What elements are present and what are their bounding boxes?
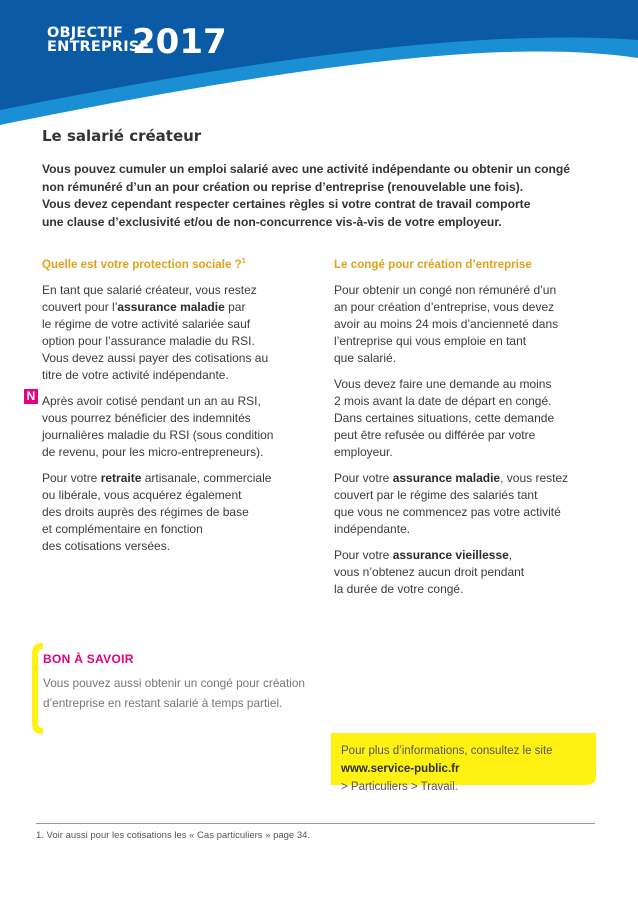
brand-line2: ENTREPRISE [47, 39, 150, 55]
left-paragraph-1 [42, 282, 297, 384]
tip-text: Vous pouvez aussi obtenir un congé pour création d’entreprise en restant salarié à temps partiel. [43, 676, 305, 710]
text-line: le régime de votre activité salariée sauf [42, 317, 251, 331]
text-line: la durée de votre congé. [334, 582, 464, 596]
text-span: artisanale, commerciale [141, 471, 272, 485]
footnote: 1. Voir aussi pour les cotisations les « Cas particuliers » page 34. [36, 830, 311, 841]
website-link[interactable]: www.service-public.fr [341, 763, 460, 775]
right-paragraph-2 [334, 376, 596, 461]
text-span: Pour votre [334, 548, 393, 562]
intro-line: non rémunéré d’un an pour création ou reprise d’entreprise (renouvelable une fois). [42, 179, 524, 194]
intro-paragraph [42, 161, 602, 231]
text-span: Pour votre [334, 471, 393, 485]
brand-logo [47, 22, 227, 62]
text-line: En tant que salarié créateur, vous restez [42, 283, 257, 297]
intro-line: Vous pouvez cumuler un emploi salarié avec une activité indépendante ou obtenir un congé [42, 162, 570, 176]
left-paragraph-3 [42, 470, 297, 555]
text-line: employeur. [334, 445, 393, 459]
text-span: par [224, 300, 246, 314]
text-line: que salarié. [334, 351, 397, 365]
tip-heading: BON À SAVOIR [43, 652, 134, 666]
bold-term: assurance maladie [117, 300, 225, 314]
page-title: Le salarié créateur [42, 127, 202, 145]
text-line: Vous devez faire une demande au moins [334, 377, 552, 391]
text-line: an pour création d’entreprise, vous devez [334, 300, 555, 314]
text-line: 2 mois avant la date de départ en congé. [334, 394, 552, 408]
intro-line: une clause d’exclusivité et/ou de non-concurrence vis-à-vis de votre employeur. [42, 214, 502, 229]
text-line: de revenu, pour les micro-entrepreneurs). [42, 445, 264, 459]
text-span: , [508, 548, 513, 562]
text-line: ou libérale, vous acquérez également [42, 488, 242, 502]
brand-line1: OBJECTIF [47, 25, 124, 41]
brand-year: 2017 [132, 22, 227, 62]
header-band [0, 0, 638, 130]
text-span: , vous restez [500, 471, 569, 485]
text-line: couvert par le régime des salariés tant [334, 488, 538, 502]
bracket-decoration [30, 642, 44, 735]
text-line: vous n’obtenez aucun droit pendant [334, 565, 525, 579]
right-heading: Le congé pour création d’entreprise [334, 258, 532, 271]
text-line [334, 470, 596, 487]
left-heading [42, 258, 297, 271]
right-paragraph-3 [334, 470, 596, 538]
info-text [341, 742, 553, 796]
intro-line: Vous devez cependant respecter certaines règles si votre contrat de travail comporte [42, 197, 531, 211]
right-paragraph-4 [334, 547, 596, 598]
text-line: journalières maladie du RSI (sous condition [42, 428, 274, 442]
info-line: Pour plus d’informations, consultez le site [341, 745, 553, 757]
text-line: vous pourrez bénéficier des indemnités [42, 411, 251, 425]
text-line: l’entreprise qui vous emploie en tant [334, 334, 527, 348]
text-line: indépendante. [334, 522, 411, 536]
text-line [42, 299, 297, 316]
bold-term: assurance maladie [392, 471, 501, 485]
tip-box [30, 642, 310, 735]
text-line: peut être refusée ou différée par votre [334, 428, 536, 442]
info-box [331, 733, 596, 793]
new-badge: N [24, 389, 38, 404]
text-line [42, 470, 297, 487]
left-heading-text: Quelle est votre protection sociale ? [42, 258, 242, 271]
info-line [341, 760, 553, 796]
right-column [334, 258, 596, 607]
footnote-ref: 1 [241, 258, 246, 266]
text-line: et complémentaire en fonction [42, 522, 203, 536]
right-paragraph-1 [334, 282, 596, 367]
text-line: Après avoir cotisé pendant un an au RSI, [42, 394, 261, 408]
text-line [334, 547, 596, 564]
text-line: avoir au moins 24 mois d’ancienneté dans [334, 317, 559, 331]
text-span: couvert pour l’ [42, 300, 118, 314]
text-line: Vous devez aussi payer des cotisations au [42, 351, 269, 365]
text-line: des droits auprès des régimes de base [42, 505, 249, 519]
text-line: que vous ne commencez pas votre activité [334, 505, 561, 519]
text-line: option pour l’assurance maladie du RSI. [42, 334, 255, 348]
footnote-divider [36, 823, 595, 824]
bold-term: assurance vieillesse [392, 548, 509, 562]
left-paragraph-2 [42, 393, 297, 461]
text-line: des cotisations versées. [42, 539, 171, 553]
left-column [42, 258, 297, 564]
header-wave [0, 0, 638, 130]
bold-term: retraite [100, 471, 142, 485]
text-line: Pour obtenir un congé non rémunéré d’un [334, 283, 557, 297]
text-line: Dans certaines situations, cette demande [334, 411, 555, 425]
text-span: > Particuliers > Travail. [341, 781, 458, 793]
text-line: titre de votre activité indépendante. [42, 368, 229, 382]
text-span: Pour votre [42, 471, 101, 485]
